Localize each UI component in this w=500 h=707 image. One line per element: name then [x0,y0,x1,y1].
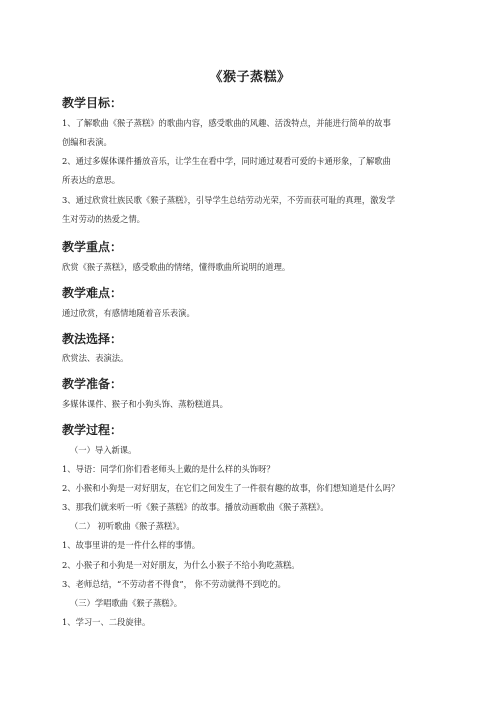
objectives-line: 所表达的意思。 [62,175,121,185]
process-line: 2、小猴和小狗是一对好朋友，在它们之间发生了一件很有趣的故事，你们想知道是什么吗？ [62,483,400,493]
process-line: 1、学习一、二段旋律。 [62,617,151,627]
section-heading-preparation: 教学准备： [62,377,123,391]
process-subheading: （一）导入新课。 [70,445,137,455]
section-heading-objectives: 教学目标： [62,96,123,110]
objectives-line: 1、了解歌曲《猴子蒸糕》的歌曲内容，感受歌曲的风趣、活泼特点，并能进行简单的故事 [62,118,391,128]
process-line: 2、小猴子和小狗是一对好朋友，为什么小猴子不给小狗吃蒸糕。 [62,560,300,570]
objectives-line: 生对劳动的热爱之情。 [62,214,145,224]
difficulties-line: 通过欣赏，有感情地随着音乐表演。 [62,308,195,318]
section-heading-process: 教学过程： [62,423,123,437]
section-heading-methods: 教法选择： [62,332,123,346]
process-line: 1、导语：同学们你们看老师头上戴的是什么样的头饰呀？ [62,464,275,474]
process-line: 3、那我们就来听一听《猴子蒸糕》的故事。播放动画歌曲《猴子蒸糕》。 [62,502,329,512]
process-subheading: （二） 初听歌曲《猴子蒸糕》。 [70,521,185,531]
process-line: 3、老师总结，“不劳动者不得食”， 你不劳动就得不到吃的。 [62,579,286,589]
preparation-line: 多媒体课件、猴子和小狗头饰、蒸粉糕道具。 [62,399,228,409]
process-line: 1、故事里讲的是一件什么样的事情。 [62,540,201,550]
objectives-line: 2、通过多媒体课件播放音乐，让学生在看中学，同时通过观看可爱的卡通形象，了解歌曲 [62,156,391,166]
section-heading-difficulties: 教学难点： [62,286,123,300]
objectives-line: 3、通过欣赏壮族民歌《猴子蒸糕》，引导学生总结劳动光荣，不劳而获可耻的真理，激发学 [62,195,396,205]
key-points-line: 欣赏《猴子蒸糕》，感受歌曲的情绪，懂得歌曲所说明的道理。 [62,262,291,272]
document-title: 《猴子蒸糕》 [209,70,291,85]
methods-line: 欣赏法、表演法。 [62,353,129,363]
section-heading-key-points: 教学重点： [62,240,123,254]
process-subheading: （三）学唱歌曲《猴子蒸糕》。 [70,598,183,608]
objectives-line: 创编和表演。 [62,137,112,147]
